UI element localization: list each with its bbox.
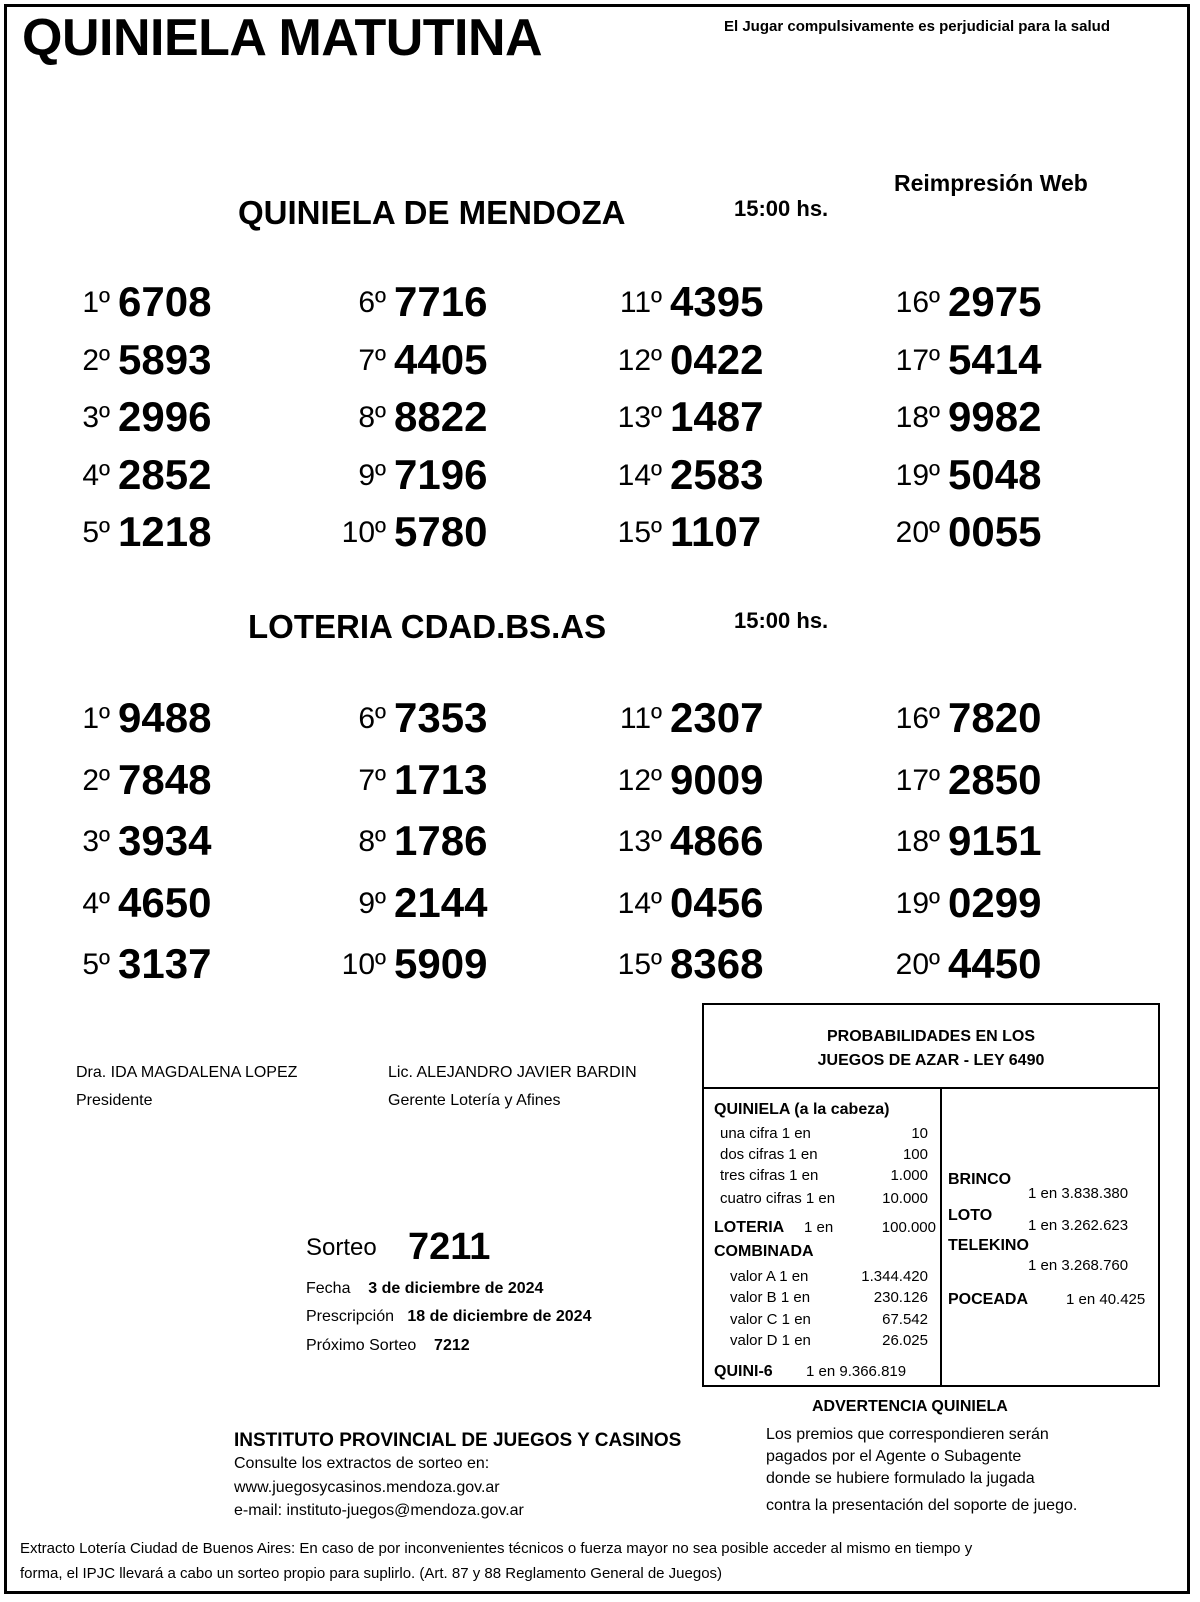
result-number: 1218 xyxy=(118,508,212,555)
result-number: 1107 xyxy=(670,508,762,555)
result-number: 4650 xyxy=(118,878,212,926)
result-position: 16º xyxy=(895,702,940,735)
result-position: 15º xyxy=(617,516,662,549)
sorteo-label: Sorteo xyxy=(306,1234,377,1261)
advertencia-line-2: pagados por el Agente o Subagente xyxy=(766,1448,1022,1465)
result-17 xyxy=(895,754,1088,804)
result-number: 9982 xyxy=(948,393,1042,440)
result-number: 8822 xyxy=(394,393,488,440)
mendoza-title: QUINIELA DE MENDOZA xyxy=(238,194,626,231)
result-3 xyxy=(82,815,258,865)
institute-website[interactable]: www.juegosycasinos.mendoza.gov.ar xyxy=(234,1479,500,1496)
result-18 xyxy=(895,391,1088,441)
result-position: 17º xyxy=(895,763,940,797)
result-11 xyxy=(619,276,810,326)
result-number: 5893 xyxy=(118,335,212,383)
combinada-prob-label-3: valor C 1 en xyxy=(730,1311,811,1328)
signature-name-2: Lic. ALEJANDRO JAVIER BARDIN xyxy=(388,1064,637,1081)
prescripcion-row xyxy=(306,1308,591,1326)
result-1 xyxy=(82,692,258,742)
loteria-prob-label: LOTERIA xyxy=(714,1219,785,1236)
result-position: 4º xyxy=(82,458,110,492)
result-number: 7820 xyxy=(948,694,1042,741)
quiniela-prob-value-3: 1.000 xyxy=(890,1167,928,1184)
proximo-value: 7212 xyxy=(434,1337,470,1354)
brinco-prob-label: BRINCO xyxy=(948,1171,1012,1188)
result-number: 6708 xyxy=(118,278,212,325)
result-number: 2583 xyxy=(670,450,764,498)
quiniela-prob-label-3: tres cifras 1 en xyxy=(720,1167,819,1184)
result-position: 18º xyxy=(895,401,940,434)
result-number: 9488 xyxy=(118,694,212,741)
result-9 xyxy=(358,449,534,499)
result-6 xyxy=(358,276,534,326)
result-position: 12º xyxy=(617,763,662,797)
institute-name: INSTITUTO PROVINCIAL DE JUEGOS Y CASINOS xyxy=(234,1430,682,1451)
result-16 xyxy=(895,276,1088,326)
result-number: 9151 xyxy=(948,817,1042,864)
quiniela-prob-value-4: 10.000 xyxy=(882,1190,928,1207)
signature-role-1: Presidente xyxy=(76,1092,153,1109)
result-number: 1786 xyxy=(394,817,488,864)
result-position: 10º xyxy=(341,948,386,981)
result-number: 5909 xyxy=(394,940,488,987)
loteria-prob-text: 1 en xyxy=(804,1219,834,1236)
result-position: 5º xyxy=(82,948,110,981)
result-20 xyxy=(895,506,1088,556)
probabilities-divider xyxy=(940,1089,942,1385)
bsas-title: LOTERIA CDAD.BS.AS xyxy=(248,608,607,645)
result-10 xyxy=(341,938,534,988)
result-position: 6º xyxy=(358,702,386,735)
signature-name-1: Dra. IDA MAGDALENA LOPEZ xyxy=(76,1064,298,1081)
probabilities-header xyxy=(704,1005,1158,1089)
result-5 xyxy=(82,506,258,556)
result-6 xyxy=(358,692,534,742)
combinada-prob-value-4: 26.025 xyxy=(882,1332,928,1349)
result-9 xyxy=(358,877,534,927)
result-number: 5414 xyxy=(948,335,1042,383)
combinada-prob-label-1: valor A 1 en xyxy=(730,1268,809,1285)
result-15 xyxy=(617,938,810,988)
result-19 xyxy=(895,877,1088,927)
result-position: 8º xyxy=(358,401,386,434)
quiniela-prob-value-2: 100 xyxy=(902,1146,928,1163)
advertencia-line-3: donde se hubiere formulado la jugada xyxy=(766,1470,1035,1487)
result-17 xyxy=(895,334,1088,384)
advertencia-line-4: contra la presentación del soporte de juego. xyxy=(766,1497,1078,1514)
result-position: 7º xyxy=(358,763,386,797)
result-5 xyxy=(82,938,258,988)
prescripcion-label: Prescripción xyxy=(306,1308,395,1325)
result-number: 0055 xyxy=(948,508,1042,555)
result-number: 0299 xyxy=(948,878,1042,926)
result-position: 7º xyxy=(358,343,386,377)
result-19 xyxy=(895,449,1088,499)
footer-line-1: Extracto Lotería Ciudad de Buenos Aires: En caso de por inconvenientes técnicos o fuerza mayor no sea posible acceder al mismo en tiempo y xyxy=(20,1540,973,1557)
proximo-row xyxy=(306,1337,470,1355)
result-12 xyxy=(617,334,810,384)
probabilities-box xyxy=(702,1003,1160,1387)
result-8 xyxy=(358,815,534,865)
result-position: 13º xyxy=(617,401,662,434)
combinada-prob-label-2: valor B 1 en xyxy=(730,1289,811,1306)
result-number: 1487 xyxy=(670,393,764,440)
reprint-label: Reimpresión Web xyxy=(894,170,1088,196)
result-position: 14º xyxy=(617,458,662,492)
advertencia-title: ADVERTENCIA QUINIELA xyxy=(812,1398,1008,1415)
quiniela-prob-title: QUINIELA (a la cabeza) xyxy=(714,1101,890,1118)
result-number: 4450 xyxy=(948,940,1042,987)
result-number: 1713 xyxy=(394,755,488,803)
result-position: 5º xyxy=(82,516,110,549)
fecha-label: Fecha xyxy=(306,1280,351,1297)
result-number: 4866 xyxy=(670,817,764,864)
result-number: 7353 xyxy=(394,694,488,741)
combinada-prob-title: COMBINADA xyxy=(714,1243,814,1260)
result-number: 3137 xyxy=(118,940,212,987)
result-position: 15º xyxy=(617,948,662,981)
loto-prob-value: 1 en 3.262.623 xyxy=(1028,1217,1129,1234)
result-number: 5780 xyxy=(394,508,488,555)
result-position: 17º xyxy=(895,343,940,377)
result-8 xyxy=(358,391,534,441)
result-number: 2850 xyxy=(948,755,1042,803)
result-position: 10º xyxy=(341,516,386,549)
proximo-label: Próximo Sorteo xyxy=(306,1337,417,1354)
quini6-prob-label: QUINI-6 xyxy=(714,1363,773,1380)
telekino-prob-value: 1 en 3.268.760 xyxy=(1028,1257,1129,1274)
footer-line-2: forma, el IPJC llevará a cabo un sorteo propio para suplirlo. (Art. 87 y 88 Reglamento General de Juegos) xyxy=(20,1565,723,1582)
result-position: 2º xyxy=(82,343,110,377)
quiniela-prob-label-4: cuatro cifras 1 en xyxy=(720,1190,836,1207)
result-7 xyxy=(358,754,534,804)
sorteo-number: 7211 xyxy=(408,1226,491,1268)
result-2 xyxy=(82,334,258,384)
fecha-row xyxy=(306,1280,543,1298)
result-number: 9009 xyxy=(670,755,764,803)
result-position: 19º xyxy=(895,458,940,492)
result-position: 9º xyxy=(358,886,386,920)
result-number: 7196 xyxy=(394,450,488,498)
combinada-prob-value-2: 230.126 xyxy=(873,1289,928,1306)
result-position: 16º xyxy=(895,286,940,319)
quini6-prob-value: 1 en 9.366.819 xyxy=(806,1363,907,1380)
combinada-prob-label-4: valor D 1 en xyxy=(730,1332,811,1349)
result-position: 12º xyxy=(617,343,662,377)
result-14 xyxy=(617,877,810,927)
result-position: 20º xyxy=(895,948,940,981)
quiniela-prob-value-1: 10 xyxy=(911,1125,928,1142)
result-number: 2307 xyxy=(670,694,764,741)
result-15 xyxy=(617,506,810,556)
result-number: 4405 xyxy=(394,335,488,383)
result-20 xyxy=(895,938,1088,988)
result-number: 3934 xyxy=(118,817,212,864)
result-position: 19º xyxy=(895,886,940,920)
result-16 xyxy=(895,692,1088,742)
page-title: QUINIELA MATUTINA xyxy=(22,9,543,67)
combinada-prob-value-1: 1.344.420 xyxy=(861,1268,928,1285)
result-position: 18º xyxy=(895,825,940,858)
result-7 xyxy=(358,334,534,384)
result-2 xyxy=(82,754,258,804)
result-position: 9º xyxy=(358,458,386,492)
result-position: 8º xyxy=(358,825,386,858)
result-position: 11º xyxy=(619,702,662,735)
result-position: 3º xyxy=(82,401,110,434)
bsas-time: 15:00 hs. xyxy=(734,608,829,633)
result-number: 7848 xyxy=(118,755,212,803)
telekino-prob-label: TELEKINO xyxy=(948,1237,1029,1254)
institute-email[interactable]: e-mail: instituto-juegos@mendoza.gov.ar xyxy=(234,1502,524,1519)
result-number: 2144 xyxy=(394,878,488,926)
result-13 xyxy=(617,391,810,441)
result-number: 7716 xyxy=(394,278,488,325)
poceada-prob-label: POCEADA xyxy=(948,1291,1029,1308)
result-10 xyxy=(341,506,534,556)
result-position: 6º xyxy=(358,286,386,319)
result-number: 2996 xyxy=(118,393,212,440)
result-position: 1º xyxy=(82,286,110,319)
quiniela-prob-label-1: una cifra 1 en xyxy=(720,1125,811,1142)
result-18 xyxy=(895,815,1088,865)
brinco-prob-value: 1 en 3.838.380 xyxy=(1028,1185,1129,1202)
result-number: 0422 xyxy=(670,335,764,383)
result-number: 4395 xyxy=(670,278,764,325)
result-14 xyxy=(617,449,810,499)
result-1 xyxy=(82,276,258,326)
result-position: 1º xyxy=(82,702,110,735)
probabilities-title-2: JUEGOS DE AZAR - LEY 6490 xyxy=(817,1052,1045,1069)
result-3 xyxy=(82,391,258,441)
prescripcion-value: 18 de diciembre de 2024 xyxy=(407,1308,592,1325)
health-warning: El Jugar compulsivamente es perjudicial para la salud xyxy=(724,18,1110,35)
result-11 xyxy=(619,692,810,742)
advertencia-line-1: Los premios que correspondieren serán xyxy=(766,1426,1049,1443)
result-number: 2975 xyxy=(948,278,1042,325)
result-number: 8368 xyxy=(670,940,764,987)
institute-consult: Consulte los extractos de sorteo en: xyxy=(234,1455,490,1472)
loteria-prob-value: 100.000 xyxy=(881,1219,936,1236)
result-position: 3º xyxy=(82,825,110,858)
result-position: 13º xyxy=(617,825,662,858)
result-number: 5048 xyxy=(948,450,1042,498)
loto-prob-label: LOTO xyxy=(948,1207,993,1224)
poceada-prob-value: 1 en 40.425 xyxy=(1066,1291,1146,1308)
result-position: 14º xyxy=(617,886,662,920)
signature-role-2: Gerente Lotería y Afines xyxy=(388,1092,561,1109)
result-4 xyxy=(82,449,258,499)
result-position: 4º xyxy=(82,886,110,920)
result-position: 11º xyxy=(619,286,662,319)
mendoza-time: 15:00 hs. xyxy=(734,196,829,221)
result-number: 2852 xyxy=(118,450,212,498)
probabilities-title-1: PROBABILIDADES EN LOS xyxy=(826,1028,1035,1045)
result-number: 0456 xyxy=(670,878,764,926)
quiniela-prob-label-2: dos cifras 1 en xyxy=(720,1146,818,1163)
result-position: 20º xyxy=(895,516,940,549)
fecha-value: 3 de diciembre de 2024 xyxy=(368,1280,544,1297)
result-13 xyxy=(617,815,810,865)
result-12 xyxy=(617,754,810,804)
combinada-prob-value-3: 67.542 xyxy=(882,1311,928,1328)
result-position: 2º xyxy=(82,763,110,797)
result-4 xyxy=(82,877,258,927)
